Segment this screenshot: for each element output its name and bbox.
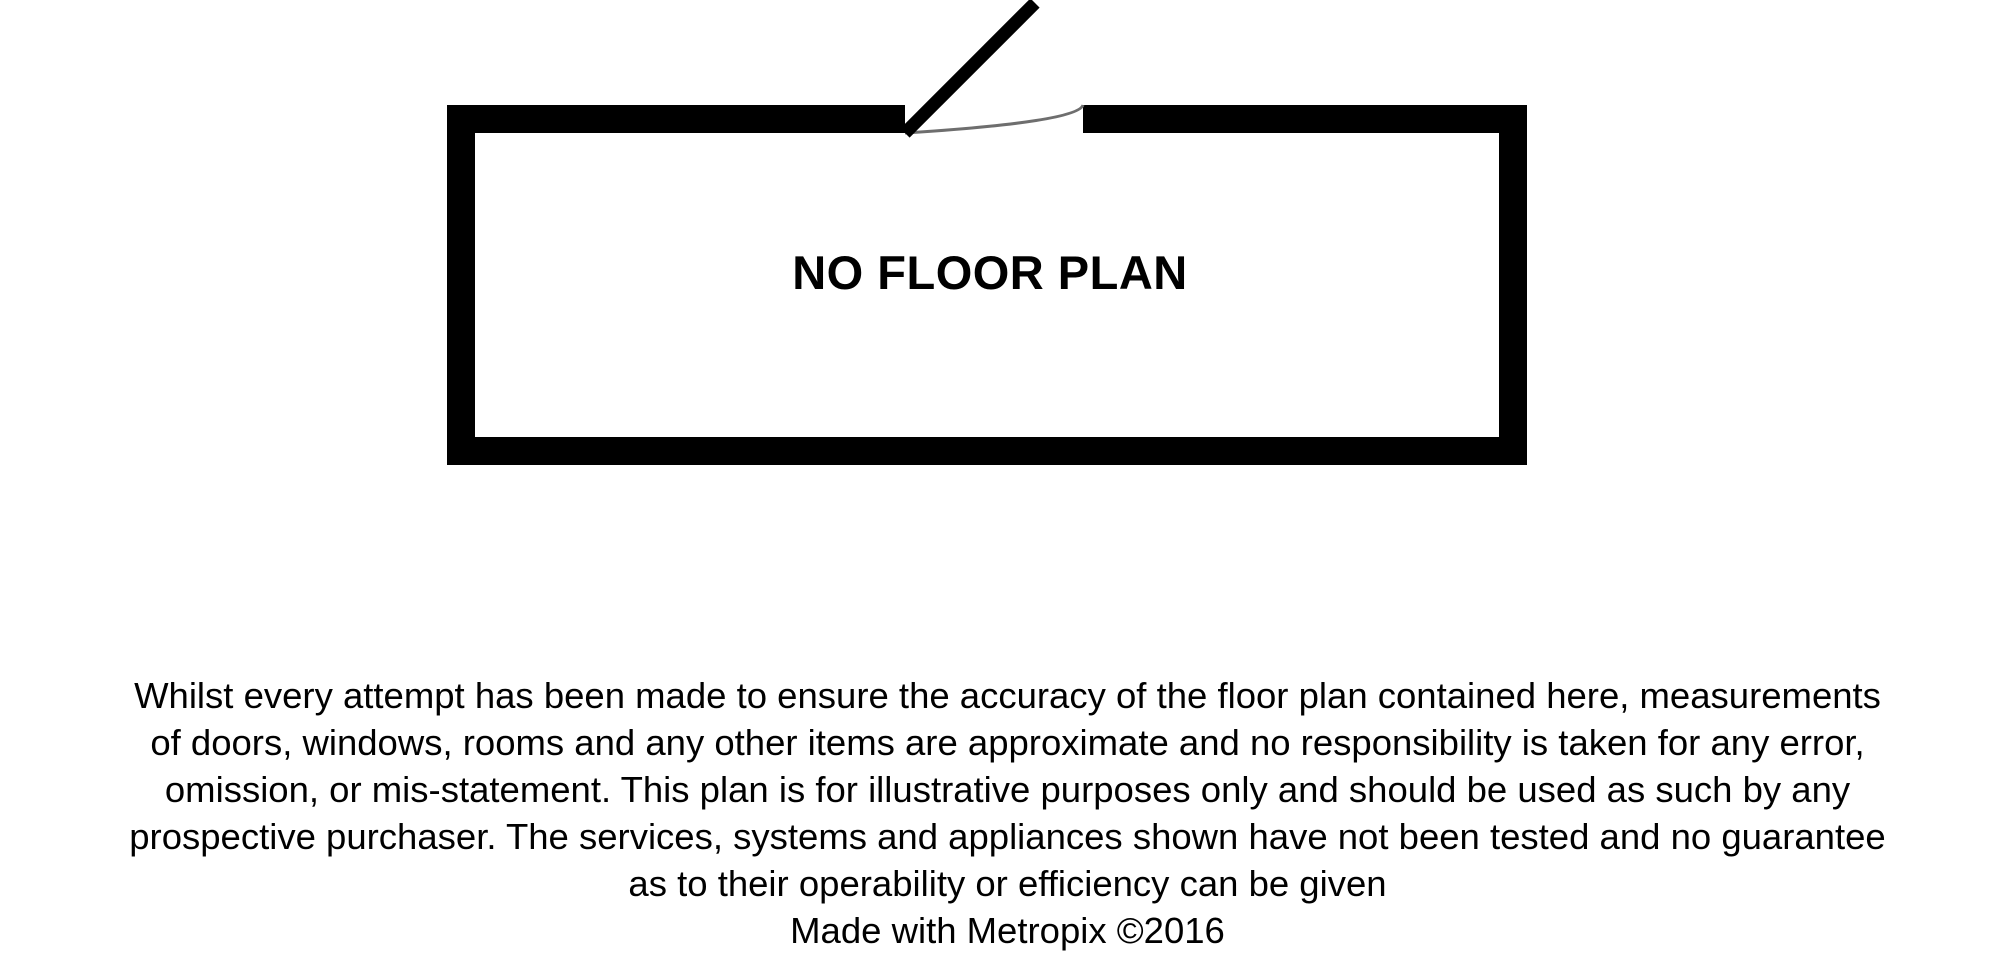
disclaimer-line: as to their operability or efficiency can be given — [628, 863, 1387, 904]
disclaimer-line: Whilst every attempt has been made to ensure the accuracy of the floor plan contained here, measurements — [134, 675, 1881, 716]
wall-top-left-segment — [447, 105, 905, 133]
door — [905, 3, 1083, 133]
credit-line: Made with Metropix ©2016 — [790, 910, 1225, 951]
disclaimer-text — [0, 672, 2015, 907]
wall-top-right-segment — [1083, 105, 1527, 133]
room-label: NO FLOOR PLAN — [792, 246, 1188, 299]
disclaimer-line: of doors, windows, rooms and any other items are approximate and no responsibility is taken for any error, — [150, 722, 1865, 763]
wall-bottom — [447, 437, 1527, 465]
disclaimer-line: prospective purchaser. The services, systems and appliances shown have not been tested and no guarantee — [129, 816, 1886, 857]
door-leaf — [905, 3, 1035, 133]
disclaimer-line: omission, or mis-statement. This plan is for illustrative purposes only and should be used as such by any — [164, 769, 1851, 810]
